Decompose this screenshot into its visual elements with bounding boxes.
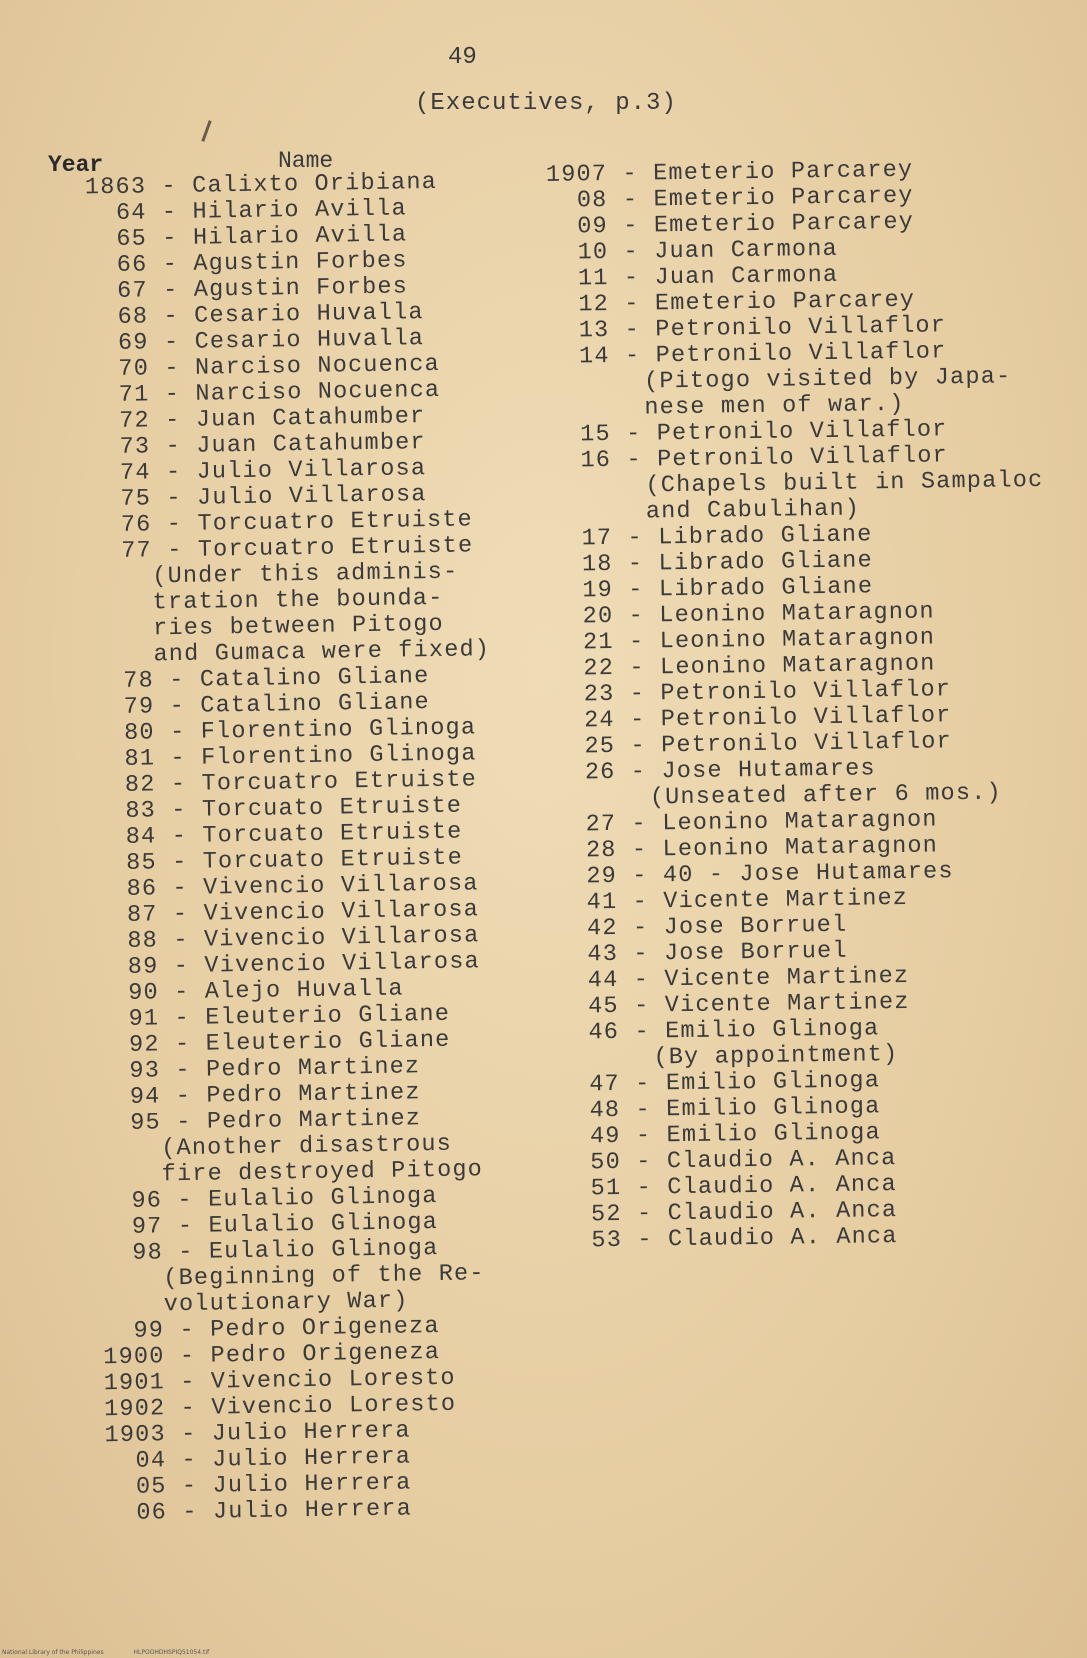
entry-year: 12 <box>578 290 610 319</box>
entry-name: Emeterio Parcarey <box>652 156 914 188</box>
entry-name: Julio Herrera <box>211 1443 412 1474</box>
entry-name: Jose Hutamares <box>661 755 876 786</box>
entry-year: 51 <box>590 1174 622 1203</box>
entry-year: 45 <box>587 992 619 1021</box>
entry-name: Librado Gliane <box>658 521 873 552</box>
entry-year: 65 <box>116 225 148 253</box>
entry-dash: - <box>171 822 188 851</box>
entry-dash: - <box>628 602 645 630</box>
entry-dash: - <box>637 1226 653 1254</box>
entry-dash: - <box>179 1342 196 1371</box>
entry-year: 27 <box>585 810 617 839</box>
entry-dash: - <box>161 172 178 201</box>
entry-dash: - <box>165 458 182 487</box>
entry-year: 19 <box>582 576 614 605</box>
entry-year: 81 <box>124 745 156 773</box>
entry-year: 85 <box>125 849 158 877</box>
entry-dash: - <box>632 862 648 890</box>
entry-year: 23 <box>583 680 615 709</box>
entry-dash: - <box>163 302 180 331</box>
entry-note: (Under this adminis- tration the bounda- ries between Pitogo and Gumaca were fixed) <box>152 558 491 669</box>
entry-name: Juan Catahumber <box>196 429 426 460</box>
entry-name: Eleuterio Gliane <box>205 1000 451 1032</box>
entry-name: Leonino Mataragnon <box>659 598 935 630</box>
entry-dash: - <box>622 160 639 188</box>
entry-year: 05 <box>135 1473 167 1501</box>
entry-name: Torcuatro Etruiste <box>201 766 478 798</box>
entry-year: 91 <box>128 1005 160 1033</box>
entry-year: 68 <box>117 303 149 331</box>
entry-year: 90 <box>128 979 160 1007</box>
entry-year: 87 <box>126 901 158 929</box>
entry-dash: - <box>626 446 643 474</box>
entry-year: 69 <box>117 329 149 357</box>
executive-entry <box>538 338 1043 423</box>
entry-dash: - <box>627 550 644 578</box>
library-credit: National Library of the Philippines <box>2 1649 104 1656</box>
entry-dash: - <box>182 1498 198 1527</box>
entry-name: Agustin Forbes <box>193 247 408 278</box>
entry-name: 40 - Jose Hutamares <box>662 858 954 890</box>
entry-dash: - <box>628 628 645 656</box>
entry-year: 86 <box>126 875 158 903</box>
entry-dash: - <box>180 1394 197 1423</box>
executive-entry <box>543 754 1048 813</box>
entry-year: 93 <box>129 1057 161 1085</box>
entry-name: Petronilo Villaflor <box>656 442 949 474</box>
entry-dash: - <box>628 576 644 604</box>
entry-name: Pedro Origeneza <box>209 1312 440 1344</box>
entry-name: Petronilo Villaflor <box>655 338 947 370</box>
entry-name: Catalino Gliane <box>199 663 430 694</box>
entry-dash: - <box>633 966 650 994</box>
entry-year: 79 <box>123 693 155 721</box>
archive-footer <box>2 1649 237 1656</box>
entry-dash: - <box>635 1070 651 1098</box>
entry-note: (Beginning of the Re- volutionary War) <box>163 1260 485 1319</box>
entry-year: 1902 <box>103 1395 166 1424</box>
entry-year: 72 <box>119 407 151 435</box>
entry-dash: - <box>624 342 641 370</box>
entry-name: Leonino Mataragnon <box>662 806 938 838</box>
entry-year: 28 <box>585 836 617 865</box>
entry-dash: - <box>162 276 179 305</box>
entry-year: 29 <box>586 862 618 891</box>
entry-dash: - <box>173 978 190 1007</box>
entry-dash: - <box>169 666 185 695</box>
entry-note: (Another disastrous fire destroyed Pitogo <box>161 1130 484 1189</box>
entry-dash: - <box>623 264 640 292</box>
entry-year: 20 <box>582 602 614 631</box>
entry-dash: - <box>622 186 639 214</box>
entry-name: Narciso Nocuenca <box>194 350 441 382</box>
entry-dash: - <box>631 810 648 838</box>
entry-name: Vivencio Loresto <box>211 1390 457 1422</box>
entry-year: 97 <box>131 1213 163 1241</box>
entry-dash: - <box>632 888 649 916</box>
entry-row <box>69 1495 504 1528</box>
entry-name: Torcuato Etruiste <box>201 792 463 824</box>
entry-name: Petronilo Villaflor <box>660 676 952 708</box>
entry-name: Librado Gliane <box>658 573 874 604</box>
entry-name: Torcuato Etruiste <box>202 818 463 850</box>
entry-name: Emeterio Parcarey <box>654 286 916 318</box>
entry-year: 53 <box>591 1226 623 1255</box>
executive-entry <box>69 1495 504 1528</box>
entry-name: Pedro Martinez <box>206 1105 422 1136</box>
entry-name: Hilario Avilla <box>192 221 408 252</box>
entry-dash: - <box>172 900 189 929</box>
entry-name: Cesario Huvalla <box>194 325 425 356</box>
entry-dash: - <box>634 1018 650 1046</box>
entry-year: 84 <box>125 823 157 851</box>
entry-year: 73 <box>119 433 151 461</box>
entry-name: Florentino Glinoga <box>200 740 477 772</box>
entry-dash: - <box>629 654 645 682</box>
entry-year: 66 <box>116 251 148 279</box>
entry-year: 43 <box>587 940 619 969</box>
entry-year: 75 <box>120 485 152 513</box>
entry-year: 11 <box>577 264 609 293</box>
entry-note: (Unseated after 6 mos.) <box>649 779 1002 812</box>
entry-dash: - <box>171 796 187 825</box>
entry-dash: - <box>624 290 640 318</box>
entry-dash: - <box>179 1316 196 1345</box>
entry-name: Leonino Mataragnon <box>662 832 939 864</box>
entry-name: Emilio Glinoga <box>665 1067 881 1098</box>
entry-name: Narciso Nocuenca <box>195 376 441 408</box>
entry-year: 92 <box>128 1031 160 1059</box>
entry-dash: - <box>633 992 650 1020</box>
executive-entry <box>54 533 491 670</box>
entry-name: Florentino Glinoga <box>200 714 477 746</box>
entry-year: 77 <box>121 537 153 565</box>
page-number: 49 <box>448 44 477 71</box>
entry-year: 1903 <box>104 1421 166 1450</box>
entry-name: Eulalio Glinoga <box>207 1183 438 1214</box>
entry-year: 15 <box>580 420 611 449</box>
entry-dash: - <box>166 510 183 539</box>
entry-name: Jose Borruel <box>663 937 848 968</box>
entry-year: 71 <box>118 381 150 409</box>
entry-year: 42 <box>586 914 618 943</box>
entry-year: 49 <box>589 1122 621 1151</box>
entry-year: 78 <box>123 667 155 695</box>
entry-name: Julio Herrera <box>212 1495 413 1526</box>
entry-name: Eulalio Glinoga <box>208 1235 439 1266</box>
entry-dash: - <box>172 874 189 903</box>
entry-year: 1863 <box>84 173 147 202</box>
right-executives-list <box>535 156 1054 1255</box>
entry-year: 17 <box>581 524 613 553</box>
entry-name: Emilio Glinoga <box>664 1015 880 1046</box>
entry-name: Jose Borruel <box>663 911 848 942</box>
entry-year: 06 <box>136 1499 168 1527</box>
entry-dash: - <box>636 1200 653 1228</box>
entry-dash: - <box>178 1238 194 1267</box>
entry-name: Torcuatro Etruiste <box>197 506 474 538</box>
entry-dash: - <box>624 316 641 344</box>
entry-dash: - <box>170 744 187 773</box>
entry-year: 95 <box>130 1109 162 1137</box>
entry-year: 09 <box>577 212 609 241</box>
entry-name: Emeterio Parcarey <box>653 182 914 214</box>
entry-year: 76 <box>120 511 152 539</box>
entry-name: Catalino Gliane <box>200 689 431 720</box>
page-header: (Executives, p.3) <box>415 90 677 117</box>
entry-note: (Chapels built in Sampaloc and Cabulihan) <box>645 466 1044 526</box>
entry-year: 67 <box>117 277 149 305</box>
entry-name: Eulalio Glinoga <box>208 1209 439 1240</box>
entry-dash: - <box>175 1056 191 1085</box>
entry-dash: - <box>173 926 189 955</box>
entry-name: Librado Gliane <box>658 547 874 578</box>
entry-year: 46 <box>588 1018 620 1047</box>
entry-dash: - <box>169 718 186 747</box>
file-name: HLPOOHDHSPIQ51054.tif <box>133 1649 210 1656</box>
entry-dash: - <box>180 1420 197 1449</box>
entry-name: Torcuato Etruiste <box>202 844 464 876</box>
executive-entry <box>539 442 1044 527</box>
entry-year: 64 <box>115 199 147 227</box>
entry-name: Claudio A. Anca <box>667 1223 898 1254</box>
entry-year: 88 <box>127 927 159 955</box>
entry-note: (By appointment) <box>653 1041 899 1072</box>
entry-year: 50 <box>590 1148 622 1177</box>
entry-dash: - <box>174 1030 191 1059</box>
entry-name: Julio Herrera <box>212 1469 412 1500</box>
entry-name: Vivencio Villarosa <box>204 948 481 980</box>
executive-entry <box>547 1014 1052 1073</box>
entry-year: 74 <box>119 459 151 487</box>
entry-dash: - <box>177 1186 193 1215</box>
entry-year: 82 <box>124 771 156 799</box>
entry-name: Torcuatro Etruiste <box>197 532 474 564</box>
entry-dash: - <box>625 420 642 448</box>
entry-year: 52 <box>590 1200 622 1229</box>
entry-year: 1907 <box>545 160 608 189</box>
entry-dash: - <box>629 706 646 734</box>
entry-name: Julio Villarosa <box>196 481 427 512</box>
entry-name: Juan Catahumber <box>195 403 426 434</box>
entry-dash: - <box>632 914 649 942</box>
entry-dash: - <box>175 1082 192 1111</box>
entry-year: 1900 <box>103 1343 165 1372</box>
entry-name: Cesario Huvalla <box>194 299 424 330</box>
entry-dash: - <box>630 758 647 786</box>
entry-dash: - <box>163 328 180 357</box>
entry-name: Petronilo Villaflor <box>660 702 952 734</box>
entry-dash: - <box>636 1148 652 1176</box>
entry-dash: - <box>627 524 644 552</box>
entry-name: Vivencio Loresto <box>210 1364 456 1396</box>
entry-year: 80 <box>123 719 155 747</box>
entry-year: 25 <box>584 732 616 761</box>
entry-year: 44 <box>587 966 619 995</box>
entry-name: Emeterio Parcarey <box>653 208 915 240</box>
entry-dash: - <box>162 250 179 279</box>
entry-dash: - <box>635 1096 652 1124</box>
entry-name: Pedro Origeneza <box>210 1338 441 1370</box>
executive-entry <box>63 1105 499 1190</box>
entry-name: Petronilo Villaflor <box>660 728 953 760</box>
executive-entry <box>65 1235 501 1320</box>
entry-dash: - <box>169 692 186 721</box>
entry-name: Alejo Huvalla <box>204 975 404 1006</box>
entry-dash: - <box>623 212 639 240</box>
entry-year: 83 <box>125 797 157 825</box>
entry-dash: - <box>162 224 178 253</box>
entry-dash: - <box>636 1174 653 1202</box>
entry-year: 47 <box>589 1070 621 1099</box>
entry-year: 99 <box>133 1317 165 1345</box>
entry-dash: - <box>165 432 182 461</box>
entry-name: Vivencio Villarosa <box>203 896 480 928</box>
entry-dash: - <box>629 680 646 708</box>
entry-year: 16 <box>580 446 612 475</box>
entry-name: Petronilo Villaflor <box>656 416 948 448</box>
entry-name: Claudio A. Anca <box>667 1197 898 1228</box>
entry-year: 13 <box>578 316 610 345</box>
entry-year: 41 <box>586 888 618 917</box>
entry-dash: - <box>170 770 187 799</box>
entry-name: Vivencio Villarosa <box>202 870 479 902</box>
entry-year: 26 <box>584 758 616 787</box>
entry-name: Juan Carmona <box>654 235 839 266</box>
entry-note: (Pitogo visited by Japa- nese men of war.) <box>643 363 1012 422</box>
entry-year: 04 <box>135 1447 167 1475</box>
entry-dash: - <box>623 238 640 266</box>
entry-dash: - <box>181 1446 198 1475</box>
entry-name: Emilio Glinoga <box>666 1093 881 1124</box>
entry-year: 08 <box>576 186 608 215</box>
entry-name: Petronilo Villaflor <box>655 312 947 344</box>
entry-dash: - <box>164 380 181 409</box>
entry-name: Julio Herrera <box>211 1417 411 1448</box>
entry-year: 96 <box>131 1187 163 1215</box>
entry-dash: - <box>164 406 181 435</box>
entry-name: Leonino Mataragnon <box>659 650 936 682</box>
entry-name: Julio Villarosa <box>196 455 427 486</box>
entry-year: 24 <box>583 706 615 735</box>
entry-dash: - <box>630 732 646 760</box>
entry-name: Agustin Forbes <box>193 273 409 304</box>
entry-name: Pedro Martinez <box>205 1053 421 1084</box>
entry-year: 18 <box>581 550 613 579</box>
entry-dash: - <box>631 836 648 864</box>
entry-dash: - <box>177 1212 194 1241</box>
entry-year: 89 <box>127 953 159 981</box>
left-executives-list <box>48 169 504 1528</box>
entry-year: 94 <box>129 1083 161 1111</box>
entry-dash: - <box>167 536 183 565</box>
entry-year: 21 <box>582 628 614 657</box>
name-column-heading: Name <box>278 148 334 174</box>
entry-name: Vicente Martinez <box>663 884 909 916</box>
entry-year: 98 <box>132 1239 164 1267</box>
entry-dash: - <box>181 1472 198 1501</box>
entry-name: Emilio Glinoga <box>666 1119 881 1150</box>
ink-mark <box>201 120 211 142</box>
entry-name: Claudio A. Anca <box>666 1145 897 1176</box>
entry-name: Vivencio Villarosa <box>203 922 480 954</box>
entry-dash: - <box>161 198 178 227</box>
entry-name: Pedro Martinez <box>206 1079 421 1110</box>
entry-name: Claudio A. Anca <box>667 1171 898 1202</box>
entry-dash: - <box>635 1122 652 1150</box>
year-column-heading: Year <box>48 152 104 178</box>
entry-dash: - <box>166 484 182 513</box>
entry-name: Hilario Avilla <box>192 195 408 226</box>
entry-year: 70 <box>118 355 150 383</box>
entry-name: Juan Carmona <box>654 261 839 292</box>
entry-dash: - <box>180 1368 196 1397</box>
entry-dash: - <box>171 848 188 877</box>
entry-year: 1901 <box>103 1369 166 1398</box>
entry-dash: - <box>176 1108 192 1137</box>
entry-dash: - <box>633 940 649 968</box>
entry-year: 14 <box>578 342 610 371</box>
entry-dash: - <box>173 952 190 981</box>
entry-name: Vicente Martinez <box>664 962 910 994</box>
entry-name: Leonino Mataragnon <box>659 624 936 656</box>
entry-name: Eleuterio Gliane <box>205 1026 451 1058</box>
entry-name: Calixto Oribiana <box>191 168 438 200</box>
entry-dash: - <box>174 1004 191 1033</box>
entry-year: 22 <box>583 654 615 683</box>
entry-year: 48 <box>589 1096 621 1125</box>
entry-dash: - <box>164 354 180 383</box>
entry-name: Vicente Martinez <box>664 988 910 1020</box>
entry-year: 10 <box>577 238 609 267</box>
